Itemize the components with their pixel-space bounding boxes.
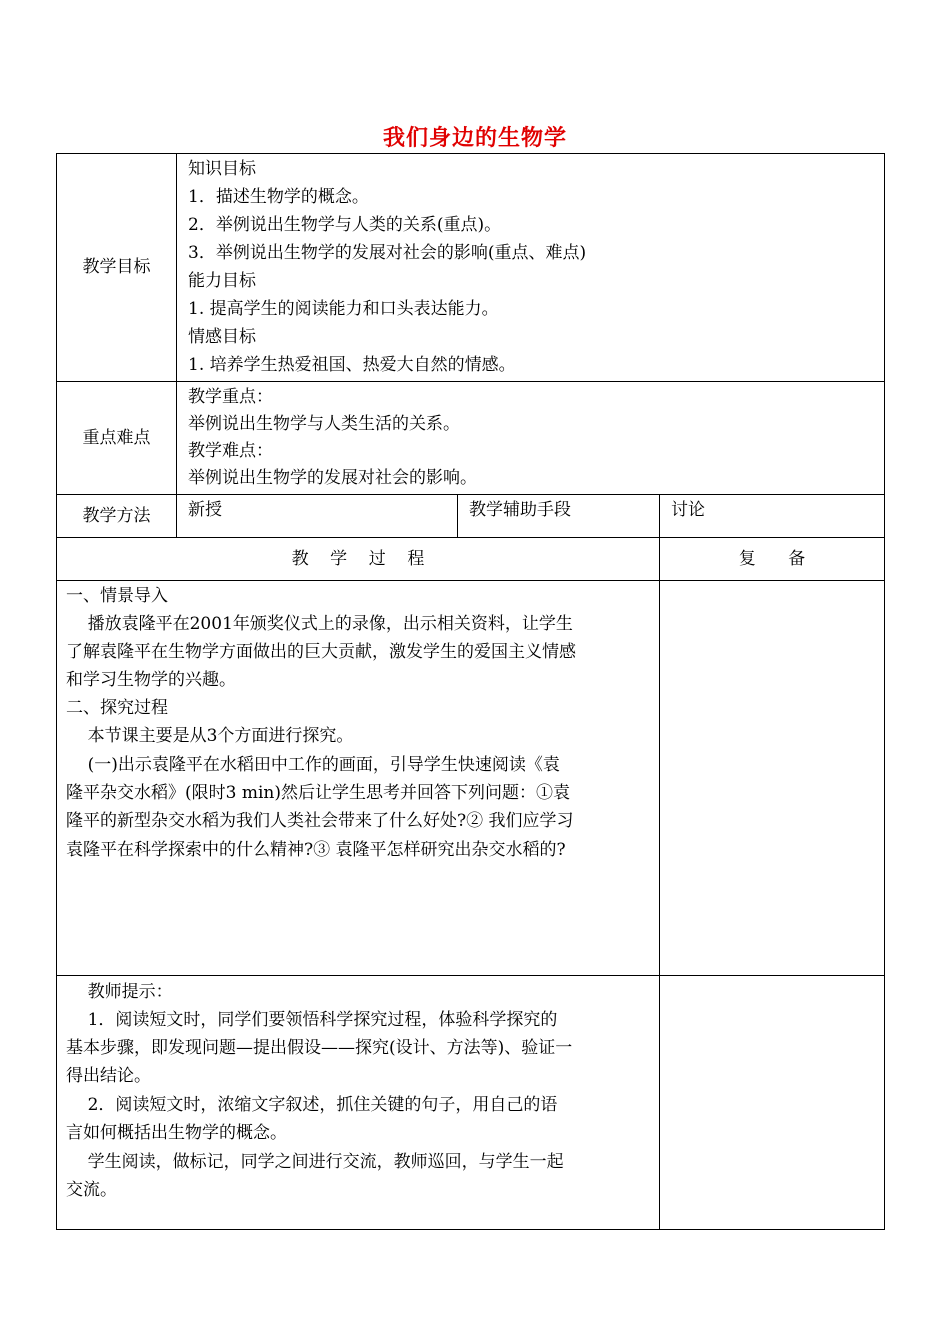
table-border-top <box>56 153 885 154</box>
method-value: 新授 <box>188 500 222 520</box>
process-line: 隆平杂交水稻》(限时3 min)然后让学生思考并回答下列问题：①袁 <box>66 783 570 803</box>
goals-line: 2．举例说出生物学与人类的关系(重点)。 <box>188 215 502 235</box>
goals-line: 1. 培养学生热爱祖国、热爱大自然的情感。 <box>188 355 516 375</box>
prep-header: 复 备 <box>738 549 806 569</box>
keypoints-line: 举例说出生物学的发展对社会的影响。 <box>188 468 477 488</box>
goals-line: 1. 提高学生的阅读能力和口头表达能力。 <box>188 299 499 319</box>
goals-line: 情感目标 <box>188 327 256 347</box>
process-line: 学生阅读，做标记，同学之间进行交流，教师巡回，与学生一起 <box>66 1152 564 1172</box>
goals-line: 3．举例说出生物学的发展对社会的影响(重点、难点) <box>188 243 587 263</box>
process-line: 交流。 <box>66 1180 117 1200</box>
table-border-left <box>56 153 57 1230</box>
process-line: 二、探究过程 <box>66 698 168 718</box>
aid-label: 教学辅助手段 <box>469 500 571 520</box>
keypoints-line: 举例说出生物学与人类生活的关系。 <box>188 414 460 434</box>
process-line: 隆平的新型杂交水稻为我们人类社会带来了什么好处?② 我们应学习 <box>66 811 574 831</box>
goals-line: 1．描述生物学的概念。 <box>188 187 369 207</box>
goals-label: 教学目标 <box>82 257 151 277</box>
method-label: 教学方法 <box>82 506 151 526</box>
keypoints-line: 教学重点： <box>188 387 273 407</box>
row-divider <box>56 494 885 495</box>
process-line: 了解袁隆平在生物学方面做出的巨大贡献，激发学生的爱国主义情感 <box>66 642 576 662</box>
process-line: 言如何概括出生物学的概念。 <box>66 1123 287 1143</box>
process-line: 一、情景导入 <box>66 586 168 606</box>
process-line: 和学习生物学的兴趣。 <box>66 670 236 690</box>
process-line: 2．阅读短文时，浓缩文字叙述，抓住关键的句子，用自己的语 <box>66 1095 558 1115</box>
process-line: 基本步骤，即发现问题—提出假设——探究(设计、方法等)、验证一 <box>66 1038 573 1058</box>
process-line: 本节课主要是从3个方面进行探究。 <box>66 726 354 746</box>
page-title: 我们身边的生物学 <box>382 126 567 151</box>
process-header: 教 学 过 程 <box>291 549 425 569</box>
process-line: 教师提示： <box>66 982 173 1002</box>
row-divider <box>56 537 885 538</box>
col-divider <box>457 494 458 538</box>
process-line: 得出结论。 <box>66 1066 151 1086</box>
col-divider <box>659 494 660 1230</box>
process-line: 1．阅读短文时，同学们要领悟科学探究过程，体验科学探究的 <box>66 1010 558 1030</box>
aid-value: 讨论 <box>671 500 705 520</box>
table-border-right <box>884 153 885 1230</box>
row-divider <box>56 975 885 976</box>
process-line: 播放袁隆平在2001年颁奖仪式上的录像，出示相关资料，让学生 <box>66 614 573 634</box>
process-line: (一)出示袁隆平在水稻田中工作的画面，引导学生快速阅读《袁 <box>66 755 560 775</box>
keypoints-label: 重点难点 <box>82 428 151 448</box>
col-divider <box>176 153 177 538</box>
goals-line: 知识目标 <box>188 159 256 179</box>
table-border-bottom <box>56 1229 885 1230</box>
process-line: 袁隆平在科学探索中的什么精神?③ 袁隆平怎样研究出杂交水稻的? <box>66 840 566 860</box>
row-divider <box>56 580 885 581</box>
goals-line: 能力目标 <box>188 271 256 291</box>
keypoints-line: 教学难点： <box>188 441 273 461</box>
row-divider <box>56 381 885 382</box>
